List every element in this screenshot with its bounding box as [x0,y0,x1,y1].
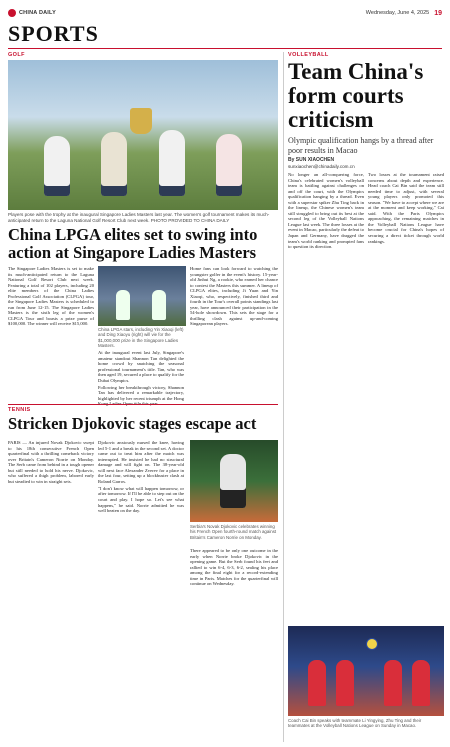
tennis-body-col-1 [8,440,94,740]
section-title: SPORTS [8,21,99,46]
golf-body-col-1 [8,266,94,396]
golf-caption-text: Players pose with the trophy at the inaugural Singapore Ladies Masters last year. The women's golf tournament makes its much-anticipated return to the Laguna National Golf Resort Club next week. [8,212,270,223]
player-figure [336,660,354,706]
player-figure [220,454,246,508]
volleyball-headline: Team China's form courts criticism [288,59,424,132]
player-figure [44,136,70,196]
tennis-body-col-3 [190,548,278,740]
column-divider [283,52,284,742]
volleyball-paragraph: No longer an all-conquering force, China's celebrated women's volleyball team is battling against challenges on and off the court, with the Olympics qualification hanging by a thread. Even with a superstar spiker Zhu Ting back in the lineup, the Chinese women's team still struggled to bring out its best at the second leg of the Volleyball Nations League last week. The three losses at the event in Macao, particularly the defeat to Japan and Germany, have dragged the team's world ranking and prompted fans to question its direction. [288,172,364,250]
volleyball-photo [288,626,444,716]
tennis-paragraph: Djokovic anxiously nursed the knee, having led 5-1 and a break in the second set. A doctor came out to treat him after the match was interrupted. He insisted he had no structural damage and will fight on. The 38-year-old will next face Alexander Zverev for a place in the last four, setting up a blockbuster clash at Roland Garros. [98,440,184,484]
tennis-photo-caption: Serbia's Novak Djokovic celebrates winning his French Open fourth-round match against Britain's Cameron Norrie on Monday. [190,524,277,540]
player-figure [152,290,166,320]
golf-inline-photo [98,266,186,326]
issue-date: Wednesday, June 4, 2025 [365,10,430,16]
golf-paragraph: Home fans can look forward to watching the youngster golfer in the event's history. 15-year-old Jinhui Ng, a rookie, who earned her chance to contest the Masters this summer. A lineup of CLPGA elites, including Ji Yuan and Yin Xiaoqi, who, respectively, finished third and fourth in the Tour's overall points standings last year, have announced their participation in the 54-hole showdown. This sets the stage for a thrilling clash against up-and-coming Singaporean players. [190,266,278,327]
newspaper-name: CHINA DAILY [19,10,56,16]
golf-photo-credit: PHOTO PROVIDED TO CHINA DAILY [150,217,230,223]
byline-author: By SUN XIAOCHEN [288,157,335,163]
golf-photo-caption [8,212,278,223]
volleyball-body-col-2 [368,172,444,622]
golf-body-col-3 [190,266,278,402]
player-figure [216,134,242,196]
golf-kicker: GOLF [8,52,25,58]
byline-email: sunxiaochen@chinadaily.com.cn [288,163,355,169]
tennis-divider [8,404,278,405]
volleyball-subhead: Olympic qualification hangs by a thread after poor results in Macao [288,136,434,155]
volleyball-photo-caption: Coach Cai Bin speaks with teammate Li Yingying, Zhu Ting and their teammates at the Volleyball Nations League on Sunday in Macao. [288,718,422,729]
trophy-icon [130,108,152,134]
player-figure [159,130,185,196]
section-divider [8,48,442,49]
tennis-headline: Stricken Djokovic stages escape act [8,414,257,433]
player-figure [384,660,402,706]
golf-headline: China LPGA elites set to swing into action at Singapore Ladies Masters [8,225,258,262]
player-figure [116,290,130,320]
golf-photo [8,60,278,210]
tennis-paragraph: There appeared to be only one outcome in the early when Norrie broke Djokovic in the opening game. But the Serb found his feet and rallied to win 6-4, 6-3, 6-2, sealing his place among the final eight for a record-extending time in Paris. Matches for the quarterfinal will continue on Wednesday. [190,548,278,587]
golf-paragraph: At the inaugural event last July, Singapore's amateur standout Shannon Tan delighted the home crowd by snatching the seasonal professional tournament's title. Tan, who was then aged 19, secured a place to qualify for the Dubai Olympics. [98,350,184,383]
page-number: 19 [434,9,442,17]
player-figure [101,132,127,196]
golf-body-col-2 [98,350,184,407]
golf-paragraph: The Singapore Ladies Masters is set to make its much-anticipated return to the Laguna National Golf Resort Club next week. Featuring a total of 102 players, including 20 elite members of the China Ladies Professional Golf Association (CLPGA) tour, the Singapore Ladies Masters is scheduled to run from June 12-15. The Singapore Ladies Masters is the sixth leg of the women's CLPGA Tour and boasts a prize purse of $100,000. The winner will receive $15,000. [8,266,94,327]
tennis-paragraph: "I don't know what will happen tomorrow, or after tomorrow. If I'll be able to step out on the court and play. I hope so. Let's see what happens," he said. Norrie admitted he was well beaten on the day. [98,485,184,514]
volleyball-body-col-1 [288,172,364,622]
volleyball-icon [366,638,378,650]
volleyball-byline [288,158,444,169]
tennis-paragraph: PARIS — An injured Novak Djokovic swept to his 18th consecutive French Open quarterfinal with a thrilling comeback victory over Britain's Cameron Norrie on Monday. The Serb came from behind in a tough opener but still needed to hold his nerve. Djokovic, who suffered a thigh problem, labored early but steadied to win in straight sets. [8,440,94,484]
newspaper-logo-icon [8,9,16,17]
player-figure [308,660,326,706]
masthead [8,6,442,20]
tennis-body-col-2 [98,440,184,740]
golf-inline-caption: China LPGA stars, including Yin Xiaoqi (left) and Ding Xiaoyu (right) will vie for the $1,000,000 prize in the Singapore Ladies Masters. [98,327,184,348]
tennis-photo [190,440,278,522]
tennis-kicker: TENNIS [8,407,31,413]
player-figure [412,660,430,706]
volleyball-paragraph: Two losses at the tournament raised concerns about depth and experience. Head coach Cai Bin said the team still needed time to adjust, with several young players only promoted this season. "We have to accept where we are at the moment and keep working," Cai said. With the Paris Olympics approaching, the remaining matches in the Volleyball Nations League have become crucial for China's hopes of securing a direct ticket through world rankings. [368,172,444,244]
golf-paragraph: Following her breakthrough victory, Shannon Tan has delivered a remarkable trajectory, highlighted by her recent triumph at the Hong Kong Ladies Open title this year. [98,384,184,407]
volleyball-kicker: VOLLEYBALL [288,52,329,58]
